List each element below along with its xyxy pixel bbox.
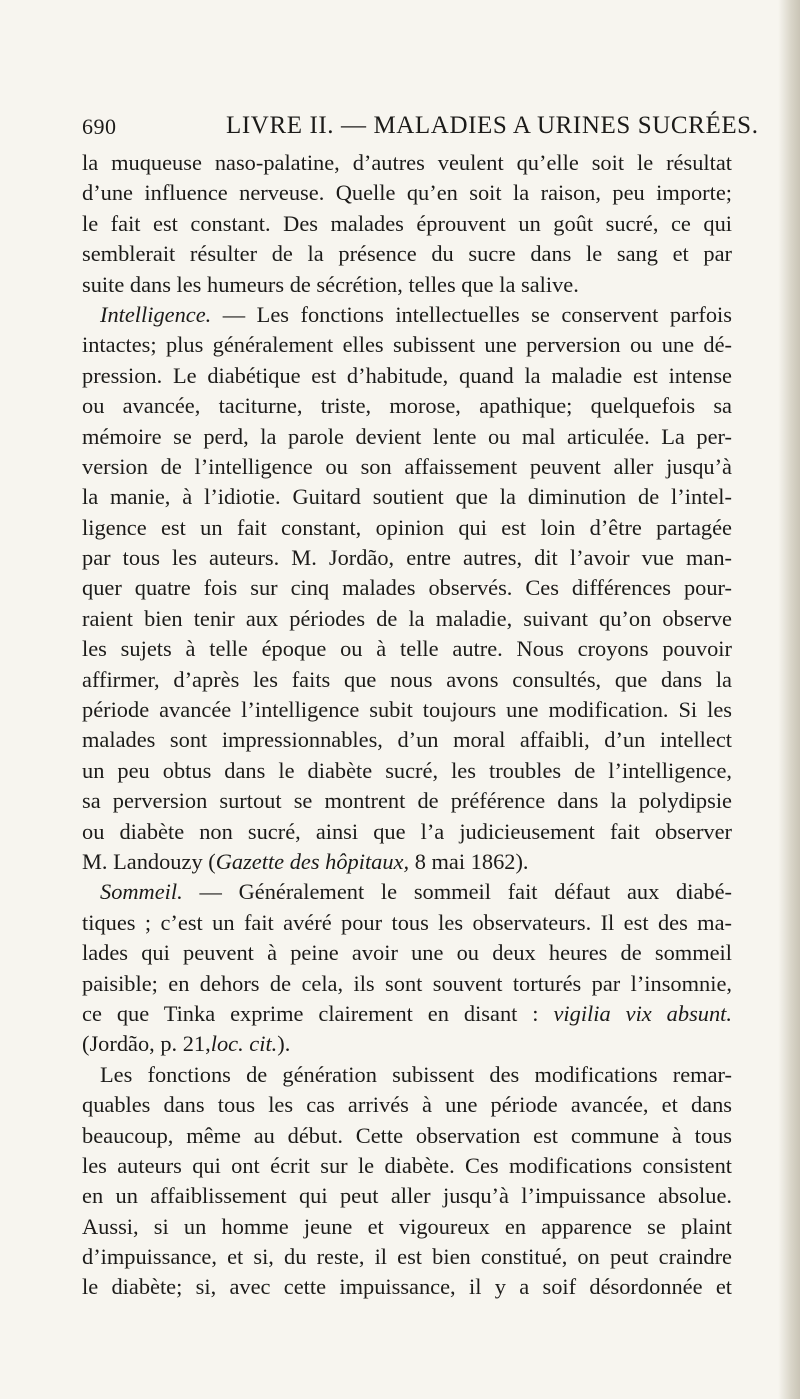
- line-text: affirmer, d’après les faits que nous avons consultés, que dans la: [82, 666, 732, 692]
- line-text: lades qui peuvent à peine avoir une ou deux heures de sommeil: [82, 940, 732, 966]
- line-text: quables dans tous les cas arrivés à une période avancée, et dans: [82, 1092, 732, 1118]
- text-line: [82, 817, 732, 847]
- line-text: la manie, à l’idiotie. Guitard soutient que la diminution de l’intel-: [82, 484, 732, 510]
- text-line: [82, 391, 732, 421]
- text-line: [82, 1272, 732, 1302]
- line-text: Aussi, si un homme jeune et vigoureux en apparence se plaint: [82, 1213, 732, 1239]
- line-text: d’une influence nerveuse. Quelle qu’en soit la raison, peu importe;: [82, 180, 732, 206]
- line-text: suite dans les humeurs de sécrétion, telles que la salive.: [82, 271, 579, 297]
- italic-text: Gazette des hôpitaux,: [215, 848, 410, 874]
- text-line: [82, 725, 732, 755]
- text-line: [82, 1029, 732, 1059]
- text-line: [82, 695, 732, 725]
- line-text: par tous les auteurs. M. Jordão, entre autres, dit l’avoir vue man-: [82, 545, 732, 571]
- text-line: [82, 361, 732, 391]
- text-line: [82, 1090, 732, 1120]
- line-text: sa perversion surtout se montrent de préférence dans la polydipsie: [82, 788, 732, 814]
- line-text: — Les fonctions intellectuelles se conservent parfois: [211, 301, 732, 327]
- italic-text: Sommeil.: [100, 879, 183, 905]
- line-text: (Jordão, p. 21,: [82, 1031, 211, 1057]
- line-text: ce que Tinka exprime clairement en disant :: [82, 1000, 554, 1026]
- line-text: le fait est constant. Des malades éprouvent un goût sucré, ce qui: [82, 210, 732, 236]
- text-line: [82, 1121, 732, 1151]
- text-line: [82, 604, 732, 634]
- line-text: raient bien tenir aux périodes de la maladie, suivant qu’on observe: [82, 605, 732, 631]
- text-line: [82, 239, 732, 269]
- text-line: [82, 634, 732, 664]
- page-header: [82, 112, 759, 144]
- line-text: les auteurs qui ont écrit sur le diabète. Ces modifications consistent: [82, 1152, 732, 1178]
- text-line: [82, 1212, 732, 1242]
- text-line: [82, 178, 732, 208]
- text-line: [82, 422, 732, 452]
- line-text: intactes; plus généralement elles subissent une perversion ou une dé-: [82, 332, 732, 358]
- text-line: [82, 969, 732, 999]
- text-line: [82, 877, 732, 907]
- text-line: [82, 938, 732, 968]
- line-text: 8 mai 1862).: [409, 848, 529, 874]
- text-line: [82, 999, 732, 1029]
- text-line: [82, 1151, 732, 1181]
- text-line: [82, 452, 732, 482]
- text-line: [82, 665, 732, 695]
- italic-text: vigilia vix absunt.: [553, 1000, 732, 1026]
- line-text: ou diabète non sucré, ainsi que l’a judicieusement fait observer: [82, 818, 732, 844]
- text-line: [82, 847, 732, 877]
- text-line: [82, 209, 732, 239]
- line-text: ligence est un fait constant, opinion qui est loin d’être partagée: [82, 514, 732, 540]
- text-line: [82, 908, 732, 938]
- line-text: paisible; en dehors de cela, ils sont souvent torturés par l’insomnie,: [82, 970, 732, 996]
- line-text: d’impuissance, et si, du reste, il est bien constitué, on peut craindre: [82, 1244, 732, 1270]
- text-line: [82, 330, 732, 360]
- text-line: [82, 300, 732, 330]
- text-line: [82, 756, 732, 786]
- italic-text: loc. cit.: [210, 1031, 278, 1057]
- text-line: [82, 543, 732, 573]
- line-text: version de l’intelligence ou son affaissement peuvent aller jusqu’à: [82, 453, 732, 479]
- text-line: [82, 1181, 732, 1211]
- line-text: — Généralement le sommeil fait défaut aux diabé-: [182, 879, 732, 905]
- line-text: semblerait résulter de la présence du sucre dans le sang et par: [82, 241, 732, 267]
- line-text: M. Landouzy (: [82, 848, 216, 874]
- text-line: [82, 270, 732, 300]
- page-number: 690: [82, 114, 117, 139]
- line-text: la muqueuse naso-palatine, d’autres veulent qu’elle soit le résultat: [82, 150, 732, 175]
- line-text: en un affaiblissement qui peut aller jusqu’à l’impuissance absolue.: [82, 1183, 732, 1209]
- italic-text: Intelligence.: [100, 301, 212, 327]
- text-line: [82, 573, 732, 603]
- text-line: [82, 786, 732, 816]
- line-text: ).: [277, 1031, 291, 1057]
- line-text: mémoire se perd, la parole devient lente ou mal articulée. La per-: [82, 423, 732, 449]
- line-text: tiques ; c’est un fait avéré pour tous les observateurs. Il est des ma-: [82, 909, 732, 935]
- running-head: LIVRE II. — MALADIES A URINES SUCRÉES.: [226, 112, 759, 139]
- line-text: pression. Le diabétique est d’habitude, quand la maladie est intense: [82, 362, 732, 388]
- line-text: malades sont impressionnables, d’un moral affaibli, d’un intellect: [82, 727, 732, 753]
- line-text: les sujets à telle époque ou à telle autre. Nous croyons pouvoir: [82, 636, 732, 662]
- text-line: [82, 1242, 732, 1272]
- text-line: [82, 482, 732, 512]
- text-line: [82, 148, 732, 178]
- line-text: un peu obtus dans le diabète sucré, les troubles de l’intelligence,: [82, 757, 732, 783]
- line-text: ou avancée, taciturne, triste, morose, apathique; quelquefois sa: [82, 393, 732, 419]
- line-text: le diabète; si, avec cette impuissance, il y a soif désordonnée et: [82, 1274, 732, 1300]
- page-edge-shadow: [778, 0, 800, 1399]
- line-text: quer quatre fois sur cinq malades observés. Ces différences pour-: [82, 575, 732, 601]
- text-line: [82, 1060, 732, 1090]
- body-text: [82, 148, 732, 1303]
- line-text: Les fonctions de génération subissent des modifications remar-: [100, 1061, 732, 1087]
- line-text: beaucoup, même au début. Cette observation est commune à tous: [82, 1122, 732, 1148]
- text-line: [82, 513, 732, 543]
- line-text: période avancée l’intelligence subit toujours une modification. Si les: [82, 697, 732, 723]
